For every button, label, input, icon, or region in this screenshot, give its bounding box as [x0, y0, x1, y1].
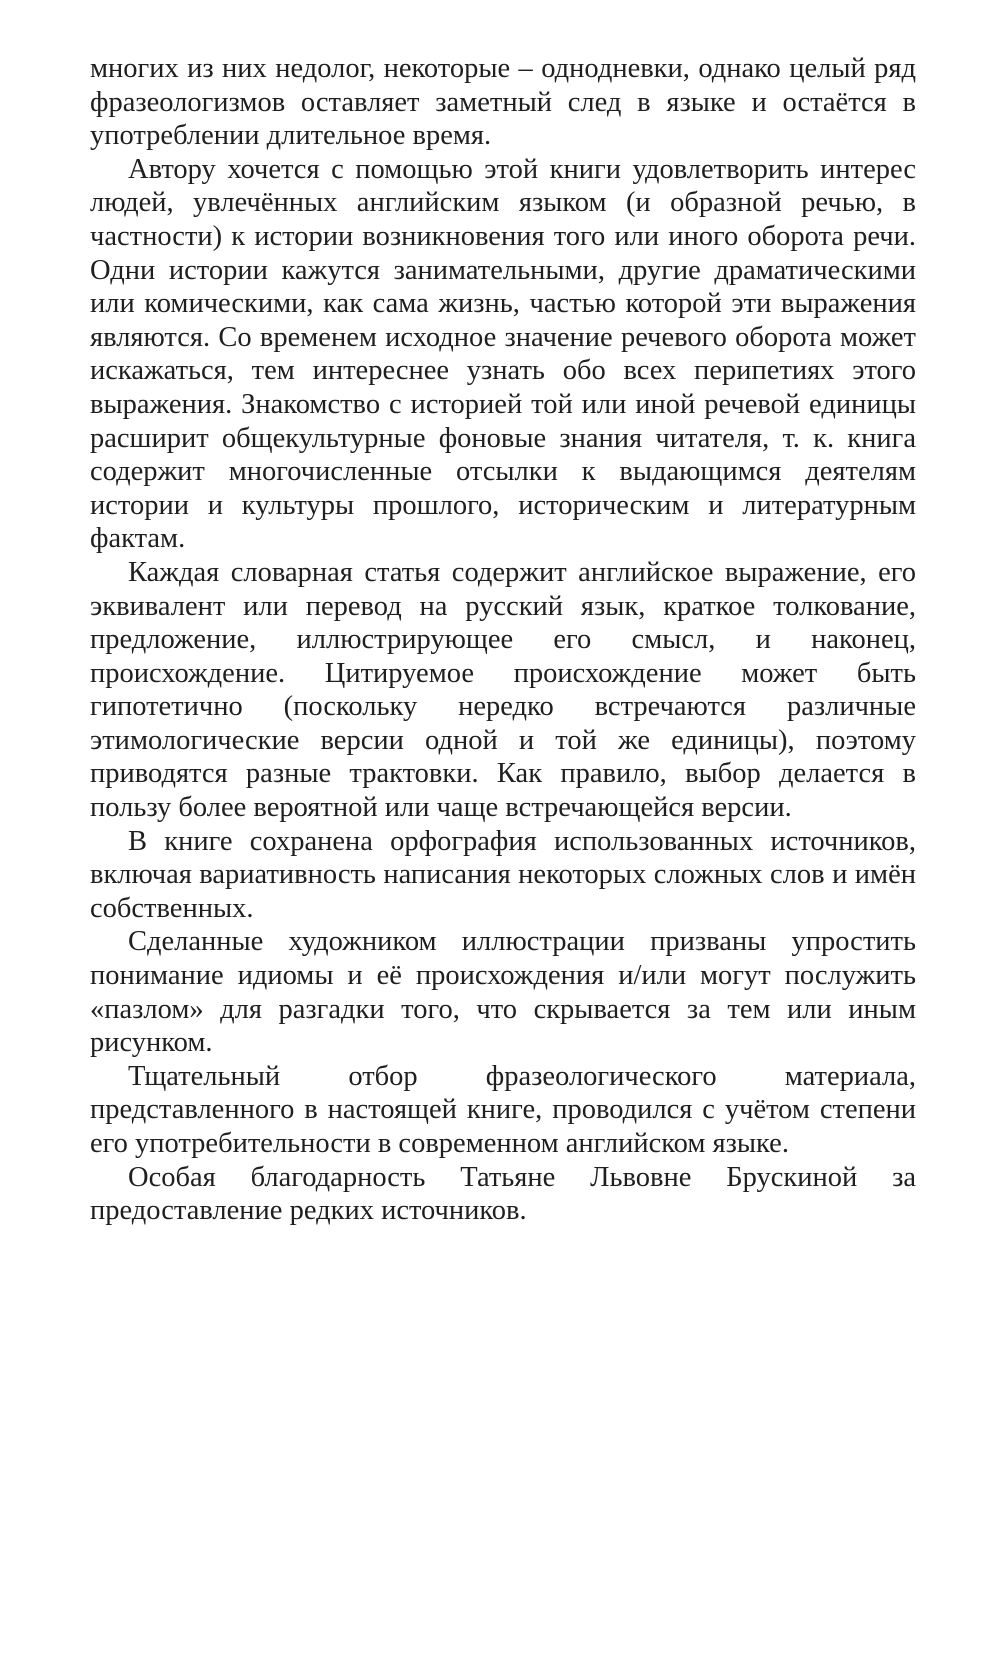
paragraph-entry-structure: Каждая словарная статья содержит английское выражение, его эквивалент или перевод на русский язык, краткое толкование, предложение, иллюстрирующее его смысл, и наконец, происхождение. Цитируемое происхождение может быть гипотетично (поскольку нередко встречаются различные этимологические версии одной и той же единицы), поэтому приводятся разные трактовки. Как правило, выбор делается в пользу более вероятной или чаще встречающейся версии. — [90, 556, 916, 824]
paragraph-acknowledgement: Особая благодарность Татьяне Львовне Брускиной за предоставление редких источников. — [90, 1161, 916, 1227]
paragraph-illustrations: Сделанные художником иллюстрации призваны упростить понимание идиомы и её происхождения и/или могут послужить «пазлом» для разгадки того, что скрывается за тем или иным рисунком. — [90, 926, 916, 1059]
paragraph-orthography: В книге сохранена орфография использованных источников, включая вариативность написания некоторых сложных слов и имён собственных. — [90, 825, 916, 924]
paragraph-continuation: многих из них недолог, некоторые – однодневки, однако целый ряд фразеологизмов оставляет заметный след в языке и остаётся в употреблении длительное время. — [90, 53, 916, 152]
paragraph-material-selection: Тщательный отбор фразеологического материала, представленного в настоящей книге, проводился с учётом степени его употребительности в современном английском языке. — [90, 1060, 916, 1159]
paragraph-author-purpose: Автору хочется с помощью этой книги удовлетворить интерес людей, увлечённых английским языком (и образной речью, в частности) к истории возникновения того или иного оборота речи. Одни истории кажутся занимательными, другие драматическими или комическими, как сама жизнь, частью которой эти выражения являются. Со временем исходное значение речевого оборота может искажаться, тем интереснее узнать обо всех перипетиях этого выражения. Знакомство с историей той или иной речевой единицы расширит общекультурные фоновые знания читателя, т. к. книга содержит многочисленные отсылки к выдающимся деятелям истории и культуры прошлого, историческим и литературным фактам. — [90, 153, 916, 555]
page-body — [90, 52, 916, 1228]
